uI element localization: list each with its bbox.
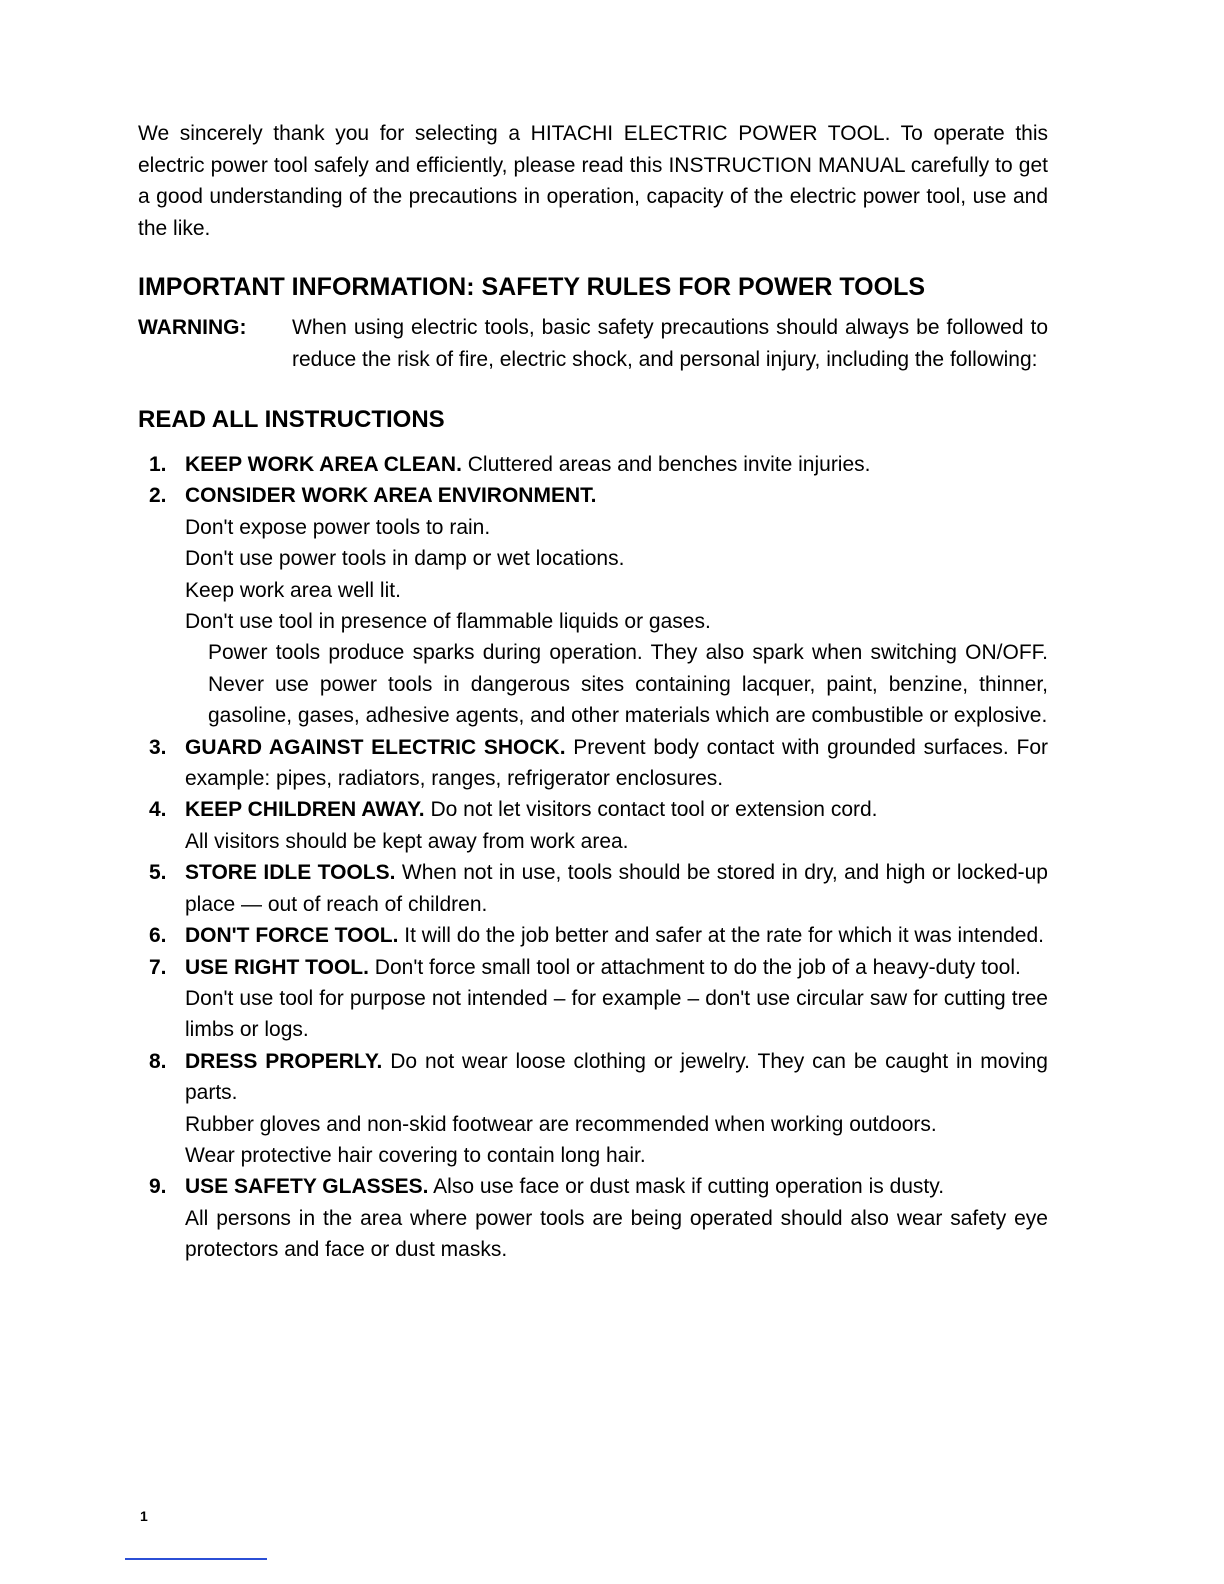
rule-title: GUARD AGAINST ELECTRIC SHOCK. xyxy=(185,735,566,759)
rule-lead: Prevent body contact with grounded surfaces. For example: pipes, radiators, ranges, refrigerator enclosures. xyxy=(185,735,1048,791)
rule-title: STORE IDLE TOOLS. xyxy=(185,861,396,885)
warning-label: WARNING: xyxy=(138,316,247,339)
rule-title: KEEP WORK AREA CLEAN. xyxy=(185,453,462,476)
sub-heading: READ ALL INSTRUCTIONS xyxy=(138,406,445,433)
rule-title: CONSIDER WORK AREA ENVIRONMENT. xyxy=(185,484,597,508)
intro-paragraph: We sincerely thank you for selecting a HITACHI ELECTRIC POWER TOOL. To operate this electric power tool safely and efficiently, please read this INSTRUCTION MANUAL carefully to get a good understanding of the precautions in operation, capacity of the electric power tool, use and the like. xyxy=(138,122,1048,240)
rule-item xyxy=(138,1171,1048,1265)
page-number: 1 xyxy=(140,1508,148,1524)
rule-item xyxy=(138,1046,1048,1172)
rule-line: All persons in the area where power tools are being operated should also wear safety eye protectors and face or dust masks. xyxy=(185,1206,1048,1262)
rule-item xyxy=(138,794,1048,857)
rule-item xyxy=(138,732,1048,795)
rule-line: Don't use power tools in damp or wet locations. xyxy=(185,547,625,571)
rule-line: All visitors should be kept away from work area. xyxy=(185,829,629,853)
rule-number: 9. xyxy=(149,1175,167,1199)
rule-title: DRESS PROPERLY. xyxy=(185,1049,383,1073)
rule-title: USE RIGHT TOOL. xyxy=(185,955,369,979)
rule-number: 5. xyxy=(149,861,167,885)
rule-sub-paragraph: Power tools produce sparks during operation. They also spark when switching ON/OFF. Never use power tools in dangerous sites containing lacquer, paint, benzine, thinner, gasoline, gases, adhesive agents, and other materials which are combustible or explosive. xyxy=(208,641,1048,728)
rule-line: Rubber gloves and non-skid footwear are recommended when working outdoors. xyxy=(185,1112,937,1136)
rule-line: Don't use tool for purpose not intended – for example – don't use circular saw for cutting tree limbs or logs. xyxy=(185,986,1048,1042)
rule-lead: When not in use, tools should be stored in dry, and high or locked-up place — out of reach of children. xyxy=(185,861,1048,916)
rule-number: 6. xyxy=(149,924,167,948)
rule-item xyxy=(138,449,1048,480)
rule-lead: Do not let visitors contact tool or extension cord. xyxy=(424,798,878,822)
rule-lead: Also use face or dust mask if cutting operation is dusty. xyxy=(428,1175,945,1199)
rule-item xyxy=(138,920,1048,951)
rule-number: 7. xyxy=(149,955,167,979)
rule-title: USE SAFETY GLASSES. xyxy=(185,1175,429,1199)
rule-line: Wear protective hair covering to contain long hair. xyxy=(185,1143,646,1167)
warning-block xyxy=(138,312,1048,375)
rule-number: 1. xyxy=(149,453,167,476)
rule-item xyxy=(138,480,1048,731)
rule-lead: Do not wear loose clothing or jewelry. They can be caught in moving parts. xyxy=(185,1049,1048,1105)
rule-number: 2. xyxy=(149,484,167,508)
manual-page xyxy=(138,118,1048,1266)
footer-divider xyxy=(125,1558,267,1560)
rules-list xyxy=(138,449,1048,1266)
rule-number: 3. xyxy=(149,735,167,759)
rule-number: 8. xyxy=(149,1049,167,1073)
rule-item xyxy=(138,857,1048,920)
rule-title: KEEP CHILDREN AWAY. xyxy=(185,798,425,822)
rule-line: Don't use tool in presence of flammable liquids or gases. xyxy=(185,610,711,634)
warning-text: When using electric tools, basic safety precautions should always be followed to reduce the risk of fire, electric shock, and personal injury, including the following: xyxy=(292,316,1048,371)
rule-lead: Cluttered areas and benches invite injuries. xyxy=(461,453,871,476)
rule-lead: Don't force small tool or attachment to do the job of a heavy-duty tool. xyxy=(368,955,1021,979)
rule-lead: It will do the job better and safer at the rate for which it was intended. xyxy=(398,924,1044,948)
main-heading: IMPORTANT INFORMATION: SAFETY RULES FOR POWER TOOLS xyxy=(138,273,926,301)
rule-line: Keep work area well lit. xyxy=(185,578,401,602)
rule-item xyxy=(138,952,1048,1046)
rule-line: Don't expose power tools to rain. xyxy=(185,515,491,539)
rule-title: DON'T FORCE TOOL. xyxy=(185,924,399,948)
rule-number: 4. xyxy=(149,798,167,822)
